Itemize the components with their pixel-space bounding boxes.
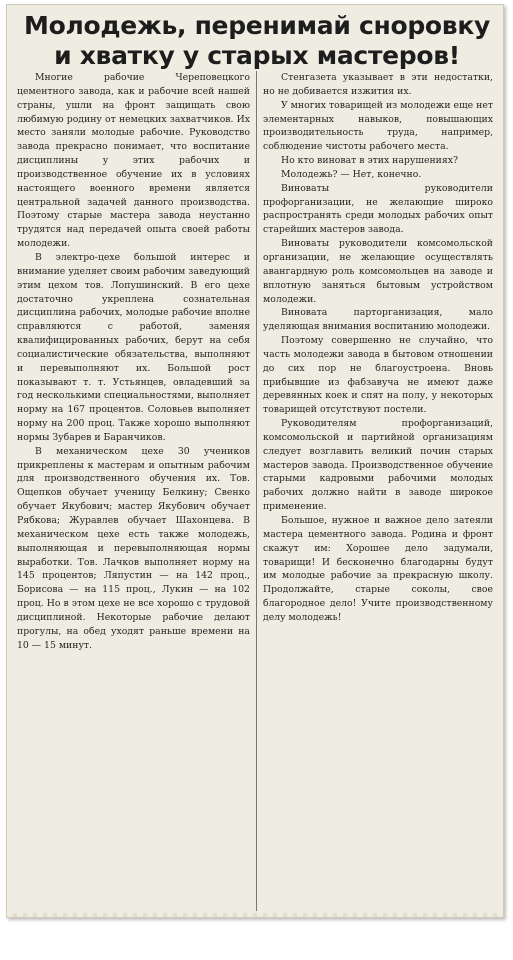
paragraph: Стенгазета указывает в эти недостатки, но не добивается изжития их.	[262, 72, 493, 97]
paragraph: Руководителям профорганизаций, комсомольской и партийной организациям следует возглавить великий почин старых мастеров завода. Производственное обучение старыми кадровыми рабочими молодых рабочих должно найти в заводе широкое применение.	[262, 418, 493, 513]
paragraph: Большое, нужное и важное дело затеяли мастера цементного завода. Родина и фронт скажут им: Хорошее дело задумали, товарищи! И бесконечно благодарны будут им молодые рабочие за прекрасную школу. Продолжайте, старые соколы, свое благородное дело! Учите производственному делу молодежь!	[262, 515, 493, 623]
headline-line-2: и хватку у старых мастеров!	[54, 41, 460, 70]
paragraph: В механическом цехе 30 учеников прикреплены к мастерам и опытным рабочим для производственного обучения их. Тов. Ощепков обучает ученицу Белкину; Свенко обучает Якубович; мастер Якубович обучает Рябкова; Журавлев обучает Шахонцева. В механическом цехе есть также молодежь, выполняющая и перевыполняющая нормы выработки. Тов. Лачков выполняет норму на 145 процентов; Ляпустин — на 142 проц., Борисова — на 115 проц., Лукин — на 102 проц. Но в этом цехе не все хорошо с трудовой дисциплиной. Некоторые рабочие делают прогулы, на обед уходят раньше времени на 10 — 15 минут.	[17, 445, 250, 651]
paragraph: Поэтому совершенно не случайно, что часть молодежи завода в бытовом отношении до сих пор не благоустроена. Вновь прибывшие из фабзавуча не имеют даже деревянных коек и спят на полу, у некоторых товарищей отсутствуют постели.	[262, 335, 493, 416]
paragraph: У многих товарищей из молодежи еще нет элементарных навыков, повышающих производительность труда, например, соблюдение чистоты рабочего места.	[262, 99, 493, 153]
right-column	[256, 71, 499, 911]
article-headline	[21, 11, 493, 71]
article-body	[17, 71, 499, 911]
paragraph: В электро-цехе большой интерес и внимание уделяет своим рабочим заведующий этим цехом тов. Лопушинский. В его цехе достаточно укреплена сознательная дисциплина рабочих, молодые рабочие вполне справляются с работой, заменяя квалифицированных рабочих, берут на себя социалистические обязательства, выполняют и перевыполняют их. Большой рост показывают т. т. Устьянцев, овладевший за год несколькими специальностями, выполняет норму на 167 процентов. Соловьев выполняет норму на 200 проц. Также хорошо выполняют нормы Зубарев и Баранчиков.	[17, 251, 250, 443]
paragraph: Молодежь? — Нет, конечно.	[280, 168, 422, 180]
paragraph: Виноваты руководители комсомольской организации, не желающие осуществлять авангардную роль комсомольцев на заводе и вплотную заняться бытовым устройством молодежи.	[262, 238, 493, 305]
paragraph: Виновата парторганизация, мало уделяющая внимания воспитанию молодежи.	[262, 307, 493, 333]
left-column	[17, 71, 256, 911]
paragraph: Многие рабочие Череповецкого цементного завода, как и рабочие всей нашей страны, ушли на фронт защищать свою любимую родину от немецких захватчиков. Их место заняли молодые рабочие. Руководство завода прекрасно понимает, что воспитание дисциплины у этих рабочих и производственное обучение их в условиях настоящего военного времени является центральной задачей данного производства. Поэтому старые мастера завода неустанно трудятся над передачей опыта своей работы молодежи.	[17, 72, 250, 250]
newspaper-clipping	[6, 4, 504, 918]
paragraph: Но кто виноват в этих нарушениях?	[280, 155, 458, 167]
torn-edge	[7, 913, 503, 917]
headline-line-1: Молодежь, перенимай сноровку	[24, 11, 490, 40]
paragraph: Виноваты руководители профорганизации, не желающие широко распространять среди молодых рабочих опыт старейших мастеров завода.	[262, 182, 493, 236]
